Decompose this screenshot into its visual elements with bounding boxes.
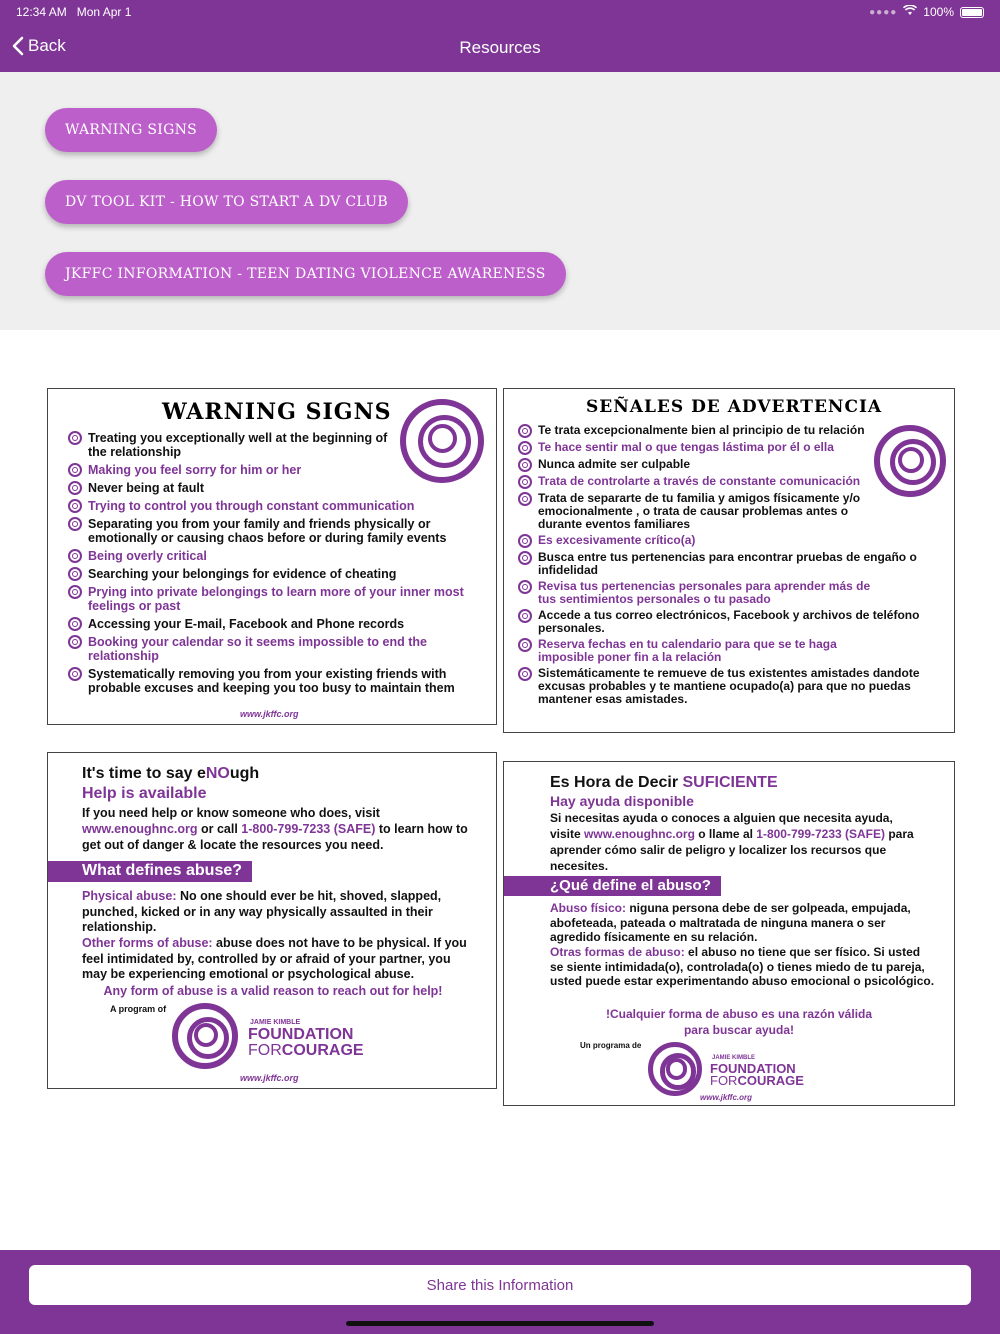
jkffc-information-button[interactable]: JKFFC INFORMATION - TEEN DATING VIOLENCE AWARENESS <box>45 252 566 296</box>
spiral-bullet-icon <box>518 458 532 472</box>
list-item: Searching your belongings for evidence of cheating <box>68 567 483 581</box>
spiral-bullet-icon <box>518 492 532 506</box>
physical-abuse-text: Physical abuse: No one should ever be hit, shoved, slapped, punched, kicked or in any way physically assaulted in their relationship. <box>82 889 442 934</box>
spiral-bullet-icon <box>68 635 82 649</box>
otras-formas-text: Otras formas de abuso: el abuso no tiene que ser físico. Si usted se siente intimidada(o), controlada(o) o tienes miedo de tu pareja, usted puede estar experimentando abuso emocional o psicológico. <box>550 945 935 988</box>
other-abuse-text: Other forms of abuse: abuse does not have to be physical. If you feel intimidated by, controlled by or afraid of your partner, you may be experiencing emotional or psychological abuse. <box>82 936 467 981</box>
spiral-bullet-icon <box>68 463 82 477</box>
list-item: Trata de separarte de tu familia y amigos físicamente y/o emocionalmente , o trata de causar problemas antes o durante eventos familiares <box>518 492 888 531</box>
spiral-bullet-icon <box>68 567 82 581</box>
spiral-bullet-icon <box>518 609 532 623</box>
resource-buttons-area <box>0 72 1000 330</box>
status-right <box>869 5 984 19</box>
suficiente-closing: !Cualquier forma de abuso es una razón válida para buscar ayuda! <box>605 1007 873 1037</box>
list-item: Accessing your E-mail, Facebook and Phone records <box>68 617 483 631</box>
list-item: Systematically removing you from your existing friends with probable excuses and keeping you too busy to maintain them <box>68 667 483 695</box>
logo-courage-text: FORCOURAGE <box>710 1073 804 1088</box>
list-item: Treating you exceptionally well at the beginning of the relationship <box>68 431 398 459</box>
list-item: Reserva fechas en tu calendario para que se te haga imposible poner fin a la relación <box>518 638 878 664</box>
senales-card <box>503 388 955 733</box>
spiral-bullet-icon <box>68 617 82 631</box>
abuso-band: ¿Qué define el abuso? <box>504 876 721 896</box>
warning-signs-button[interactable]: WARNING SIGNS <box>45 108 217 152</box>
jkffc-url: www.jkffc.org <box>240 1073 299 1083</box>
hay-ayuda-heading: Hay ayuda disponible <box>550 793 694 809</box>
spiral-bullet-icon <box>518 551 532 565</box>
list-item: Te trata excepcionalmente bien al principio de tu relación <box>518 424 943 438</box>
programa-de-label: Un programa de <box>580 1041 642 1050</box>
list-item: Sistemáticamente te remueve de tus existentes amistades dandote excusas probables y te mantiene ocupado(a) para que no puedas mantener esas amistades. <box>518 667 943 706</box>
enough-intro: If you need help or know someone who does, visit www.enoughnc.org or call 1-800-799-7233 (SAFE) to learn how to get out of danger & locate the resources you need. <box>82 806 468 852</box>
jkffc-url: www.jkffc.org <box>700 1093 753 1102</box>
list-item: Busca entre tus pertenencias para encontrar pruebas de engaño o infidelidad <box>518 551 943 577</box>
home-indicator <box>346 1321 654 1326</box>
logo-small-text: JAMIE KIMBLE <box>712 1055 756 1061</box>
senales-title: SEÑALES DE ADVERTENCIA <box>586 397 883 417</box>
abuse-band: What defines abuse? <box>48 861 252 882</box>
jkffc-url: www.jkffc.org <box>240 709 299 719</box>
spiral-bullet-icon <box>68 517 82 531</box>
nav-bar <box>0 24 1000 72</box>
program-of-label: A program of <box>110 1004 167 1014</box>
warning-signs-title: WARNING SIGNS <box>162 399 392 425</box>
list-item: Never being at fault <box>68 481 483 495</box>
spiral-bullet-icon <box>518 534 532 548</box>
spiral-bullet-icon <box>518 638 532 652</box>
senales-list <box>518 424 943 709</box>
spiral-bullet-icon <box>68 499 82 513</box>
spiral-bullet-icon <box>518 441 532 455</box>
suficiente-intro: Si necesitas ayuda o conoces a alguien que necesita ayuda, visite www.enoughnc.org o llame al 1-800-799-7233 (SAFE) para aprender cómo salir de peligro y localizer los recursos que necesites. <box>550 811 914 873</box>
spiral-bullet-icon <box>68 481 82 495</box>
spiral-bullet-icon <box>68 667 82 681</box>
dv-tool-kit-button[interactable]: DV TOOL KIT - HOW TO START A DV CLUB <box>45 180 408 224</box>
spiral-bullet-icon <box>68 549 82 563</box>
page-title: Resources <box>459 38 541 57</box>
logo-courage-text: FORCOURAGE <box>248 1042 364 1059</box>
suficiente-headline: Es Hora de Decir SUFICIENTE <box>550 774 778 791</box>
spiral-bullet-icon <box>518 475 532 489</box>
list-item: Accede a tus correo electrónicos, Facebook y archivos de teléfono personales. <box>518 609 943 635</box>
list-item: Trata de controlarte a través de constante comunicación <box>518 475 943 489</box>
list-item: Revisa tus pertenencias personales para aprender más de tus sentimientos personales o tu pasado <box>518 580 888 606</box>
status-time: 12:34 AM Mon Apr 1 <box>16 5 132 19</box>
list-item: Separating you from your family and friends physically or emotionally or causing chaos before or during family events <box>68 517 483 545</box>
help-available-heading: Help is available <box>82 785 207 802</box>
jkffc-spiral-logo-icon <box>172 1003 238 1069</box>
logo-foundation-text: FOUNDATION <box>248 1026 354 1043</box>
list-item: Prying into private belongings to learn more of your inner most feelings or past <box>68 585 483 613</box>
spiral-bullet-icon <box>68 585 82 599</box>
back-label: Back <box>28 36 66 55</box>
list-item: Trying to control you through constant communication <box>68 499 483 513</box>
bottom-bar <box>0 1250 1000 1334</box>
abuso-fisico-text: Abuso físico: niguna persona debe de ser golpeada, empujada, abofeteada, pateada o maltratada de ninguna manera o ser agredido físicamente en su relación. <box>550 901 911 944</box>
battery-icon <box>960 7 984 18</box>
logo-foundation-text: FOUNDATION <box>710 1061 796 1076</box>
status-bar <box>0 0 1000 24</box>
list-item: Es excesivamente crítico(a) <box>518 534 943 548</box>
logo-small-text: JAMIE KIMBLE <box>250 1019 301 1026</box>
list-item: Nunca admite ser culpable <box>518 458 943 472</box>
spiral-bullet-icon <box>68 431 82 445</box>
enough-card <box>47 752 497 1089</box>
wifi-icon <box>903 5 917 19</box>
spiral-bullet-icon <box>518 667 532 681</box>
list-item: Te hace sentir mal o que tengas lástima por él o ella <box>518 441 943 455</box>
warning-signs-list <box>68 431 483 699</box>
signal-icon: ●●●● <box>869 6 898 18</box>
enough-headline: It's time to say eNOugh <box>82 765 260 782</box>
list-item: Booking your calendar so it seems impossible to end the relationship <box>68 635 483 663</box>
battery-percent: 100% <box>923 5 954 19</box>
spiral-bullet-icon <box>518 424 532 438</box>
list-item: Being overly critical <box>68 549 483 563</box>
suficiente-card <box>503 761 955 1106</box>
jkffc-spiral-logo-icon <box>648 1042 702 1096</box>
share-button[interactable]: Share this Information <box>29 1265 971 1305</box>
spiral-bullet-icon <box>518 580 532 594</box>
warning-signs-card <box>47 388 497 725</box>
enough-closing: Any form of abuse is a valid reason to reach out for help! <box>103 984 443 998</box>
list-item: Making you feel sorry for him or her <box>68 463 483 477</box>
